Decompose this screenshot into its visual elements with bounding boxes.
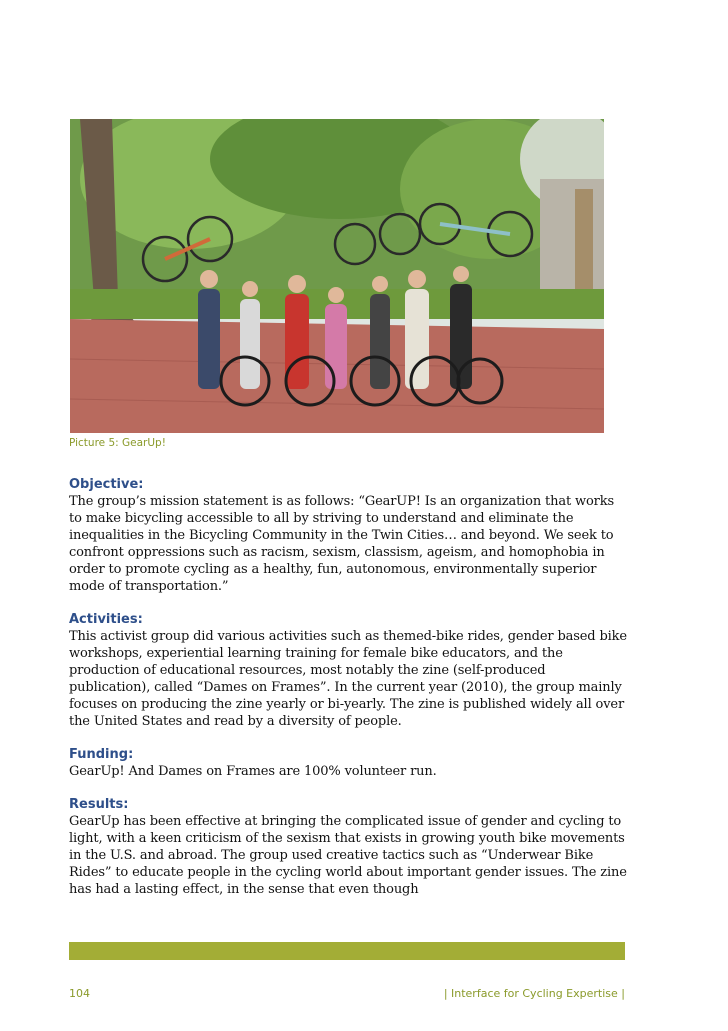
- activities-heading: Activities:: [69, 612, 143, 627]
- body-text: [69, 476, 629, 914]
- funding-section: [69, 746, 629, 780]
- figure-caption: Picture 5: GearUp!: [69, 437, 166, 449]
- results-heading: Results:: [69, 797, 129, 812]
- funding-text: GearUp! And Dames on Frames are 100% volunteer run.: [69, 764, 437, 779]
- objective-section: [69, 476, 629, 595]
- funding-heading: Funding:: [69, 747, 134, 762]
- group-photo-illustration: [70, 119, 604, 433]
- objective-heading: Objective:: [69, 477, 144, 492]
- footer-accent-band: [69, 942, 625, 960]
- page-number: 104: [69, 987, 90, 1000]
- footer-title: | Interface for Cycling Expertise |: [443, 987, 625, 1000]
- results-text: GearUp has been effective at bringing the complicated issue of gender and cycling to light, with a keen criticism of the sexism that exists in growing youth bike movements in the U.S. and abroad. The group used creative tactics such as “Underwear Bike Rides” to educate people in the cycling world about important gender issues. The zine has had a lasting effect, in the sense that even though: [69, 814, 627, 897]
- gearup-group-photo: [70, 119, 604, 433]
- activities-text: This activist group did various activities such as themed-bike rides, gender based bike workshops, experiential learning training for female bike educators, and the production of educational resources, most notably the zine (self-produced publication), called “Dames on Frames”. In the current year (2010), the group mainly focuses on producing the zine yearly or bi-yearly. The zine is published widely all over the United States and read by a diversity of people.: [69, 629, 627, 729]
- results-section: [69, 796, 629, 898]
- activities-section: [69, 611, 629, 730]
- objective-text: The group’s mission statement is as follows: “GearUP! Is an organization that works to make bicycling accessible to all by striving to understand and eliminate the inequalities in the Bicycling Community in the Twin Cities… and beyond. We seek to confront oppressions such as racism, sexism, classism, ageism, and homophobia in order to promote cycling as a healthy, fun, autonomous, environmentally superior mode of transportation.”: [69, 494, 614, 594]
